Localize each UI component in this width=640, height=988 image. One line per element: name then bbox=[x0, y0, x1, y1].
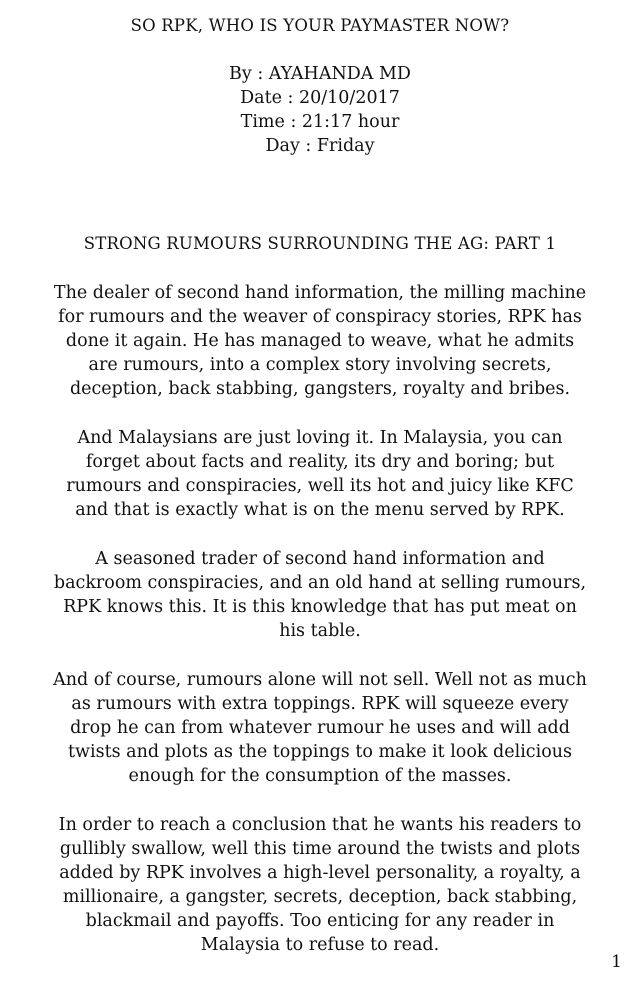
paragraph-line: And of course, rumours alone will not sell. Well not as much bbox=[53, 670, 587, 690]
paragraph-line: as rumours with extra toppings. RPK will squeeze every bbox=[71, 694, 569, 714]
paragraph-line: done it again. He has managed to weave, what he admits bbox=[65, 331, 575, 351]
paragraph-line: and that is exactly what is on the menu served by RPK. bbox=[75, 500, 565, 520]
section-heading: STRONG RUMOURS SURROUNDING THE AG: PART 1 bbox=[83, 234, 557, 253]
paragraph-line: backroom conspiracies, and an old hand at selling rumours, bbox=[53, 573, 587, 593]
paragraph-line: are rumours, into a complex story involving secrets, bbox=[88, 355, 552, 375]
paragraph-line: RPK knows this. It is this knowledge that has put meat on bbox=[63, 597, 577, 617]
paragraph-line: Malaysia to refuse to read. bbox=[200, 935, 440, 955]
paragraph-line: enough for the consumption of the masses. bbox=[128, 766, 512, 786]
paragraph-line: for rumours and the weaver of conspiracy stories, RPK has bbox=[58, 307, 582, 327]
paragraph-line: deception, back stabbing, gangsters, royalty and bribes. bbox=[69, 379, 571, 399]
page-number: 1 bbox=[611, 952, 622, 972]
document-title: SO RPK, WHO IS YOUR PAYMASTER NOW? bbox=[130, 16, 510, 35]
date-line: Date : 20/10/2017 bbox=[240, 88, 400, 108]
paragraph-line: A seasoned trader of second hand information and bbox=[95, 549, 545, 569]
paragraph-line: added by RPK involves a high-level personality, a royalty, a bbox=[59, 863, 581, 883]
paragraph-line: The dealer of second hand information, the milling machine bbox=[53, 283, 587, 303]
paragraph-line: twists and plots as the toppings to make it look delicious bbox=[68, 742, 572, 762]
byline: By : AYAHANDA MD bbox=[229, 64, 411, 84]
paragraph-line: blackmail and payoffs. Too enticing for any reader in bbox=[85, 911, 555, 931]
paragraph-line: millionaire, a gangster, secrets, deception, back stabbing, bbox=[62, 887, 578, 907]
paragraph-line: his table. bbox=[279, 621, 361, 641]
time-line: Time : 21:17 hour bbox=[240, 112, 400, 132]
paragraph-line: In order to reach a conclusion that he wants his readers to bbox=[58, 815, 582, 835]
paragraph-line: forget about facts and reality, its dry and boring; but bbox=[85, 452, 555, 472]
paragraph-line: drop he can from whatever rumour he uses and will add bbox=[70, 718, 570, 738]
paragraph-line: gullibly swallow, well this time around the twists and plots bbox=[59, 839, 581, 859]
paragraph-line: rumours and conspiracies, well its hot and juicy like KFC bbox=[66, 476, 574, 496]
day-line: Day : Friday bbox=[265, 136, 375, 156]
paragraph-line: And Malaysians are just loving it. In Malaysia, you can bbox=[77, 428, 563, 448]
